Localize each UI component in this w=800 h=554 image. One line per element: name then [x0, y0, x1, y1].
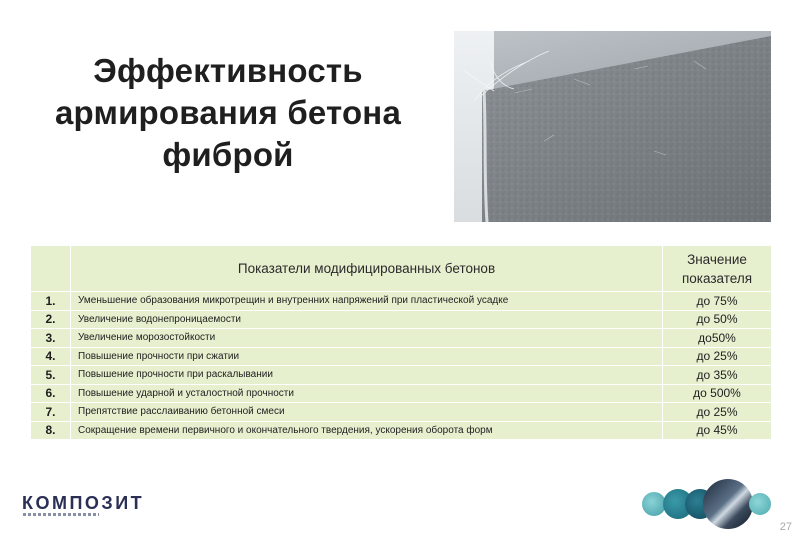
slide-title: Эффективность армирования бетона фиброй: [54, 52, 401, 173]
row-value: до 25%: [663, 403, 772, 422]
row-value: до50%: [663, 329, 772, 348]
row-indicator: Повышение прочности при раскалывании: [71, 366, 663, 385]
fiber-concrete-photo: [454, 31, 771, 222]
row-number: 2.: [31, 310, 71, 329]
row-value: до 500%: [663, 384, 772, 403]
row-value: до 45%: [663, 421, 772, 440]
header-number-cell: [31, 246, 71, 292]
row-number: 4.: [31, 347, 71, 366]
row-value: до 25%: [663, 347, 772, 366]
table-row: [31, 384, 772, 403]
page-number: 27: [779, 521, 792, 533]
row-value: до 35%: [663, 366, 772, 385]
table-row: [31, 366, 772, 385]
row-indicator: Увеличение морозостойкости: [71, 329, 663, 348]
table-row: [31, 329, 772, 348]
header-indicator-name: Показатели модифицированных бетонов: [71, 246, 663, 292]
row-number: 3.: [31, 329, 71, 348]
circles-logo-icon: [640, 474, 772, 534]
table-header-row: [31, 246, 772, 292]
indicators-table: [30, 245, 772, 440]
row-indicator: Уменьшение образования микротрещин и внутренних напряжений при пластической усадке: [71, 292, 663, 311]
table-row: [31, 310, 772, 329]
table-row: [31, 403, 772, 422]
row-value: до 75%: [663, 292, 772, 311]
row-value: до 50%: [663, 310, 772, 329]
row-number: 6.: [31, 384, 71, 403]
row-number: 1.: [31, 292, 71, 311]
row-indicator: Увеличение водонепроницаемости: [71, 310, 663, 329]
header-indicator-value: Значение показателя: [663, 246, 772, 292]
row-indicator: Повышение ударной и усталостной прочности: [71, 384, 663, 403]
row-number: 7.: [31, 403, 71, 422]
row-indicator: Препятствие расслаиванию бетонной смеси: [71, 403, 663, 422]
row-indicator: Повышение прочности при сжатии: [71, 347, 663, 366]
company-logo-text: КОМПОЗИТ: [22, 493, 145, 513]
row-indicator: Сокращение времени первичного и окончательного твердения, ускорения оборота форм: [71, 421, 663, 440]
table-row: [31, 292, 772, 311]
table-row: [31, 347, 772, 366]
row-number: 8.: [31, 421, 71, 440]
table-row: [31, 421, 772, 440]
logo-tagline-mark: [23, 513, 99, 516]
row-number: 5.: [31, 366, 71, 385]
